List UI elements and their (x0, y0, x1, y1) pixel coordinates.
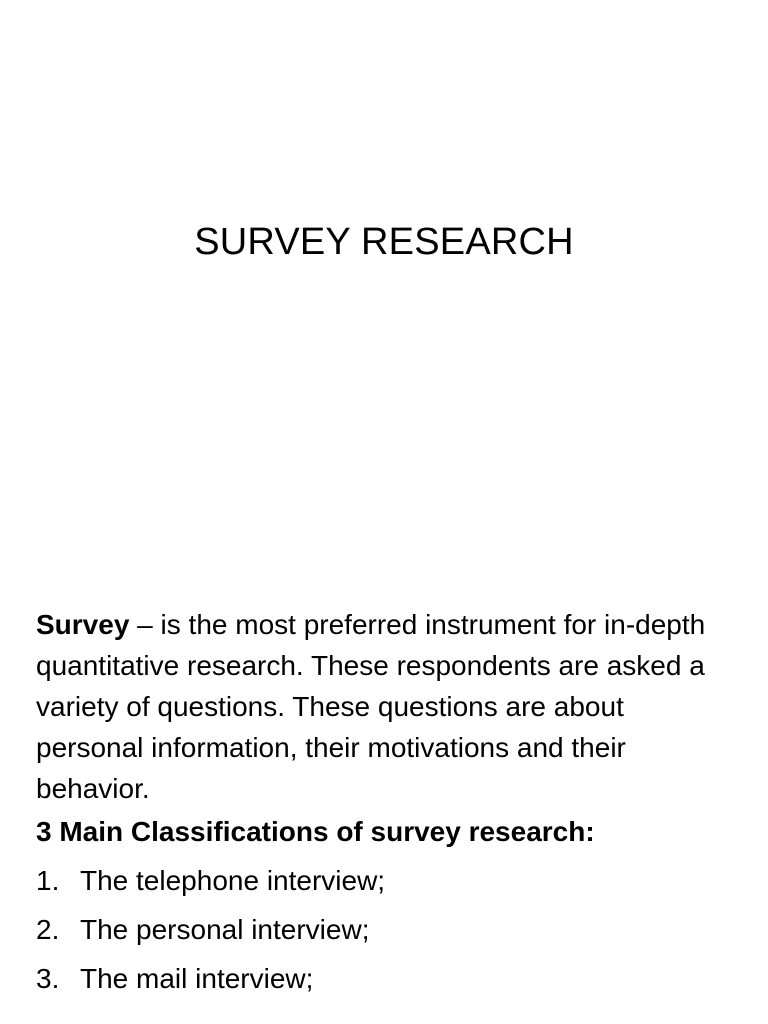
list-item-text: The mail interview; (80, 963, 314, 994)
list-item-text: The telephone interview; (80, 865, 386, 896)
list-item (36, 909, 736, 950)
list-item-number: 2. (36, 914, 60, 945)
definition-paragraph (36, 604, 736, 809)
definition-text: – is the most preferred instrument for in-depth quantitative research. These respondents are asked a variety of questions. These questions are about personal information, their motivations and their behavior. (36, 609, 706, 804)
list-item-number: 1. (36, 865, 60, 896)
slide-title: SURVEY RESEARCH (194, 221, 574, 263)
content-slide (0, 512, 768, 1024)
classifications-heading: 3 Main Classifications of survey research: (36, 816, 595, 847)
list-item-number: 3. (36, 963, 60, 994)
classifications-list (36, 860, 736, 999)
definition-term: Survey (36, 609, 130, 640)
list-item (36, 860, 736, 901)
slide-body (36, 604, 736, 1007)
list-item (36, 958, 736, 999)
list-item-text: The personal interview; (80, 914, 370, 945)
